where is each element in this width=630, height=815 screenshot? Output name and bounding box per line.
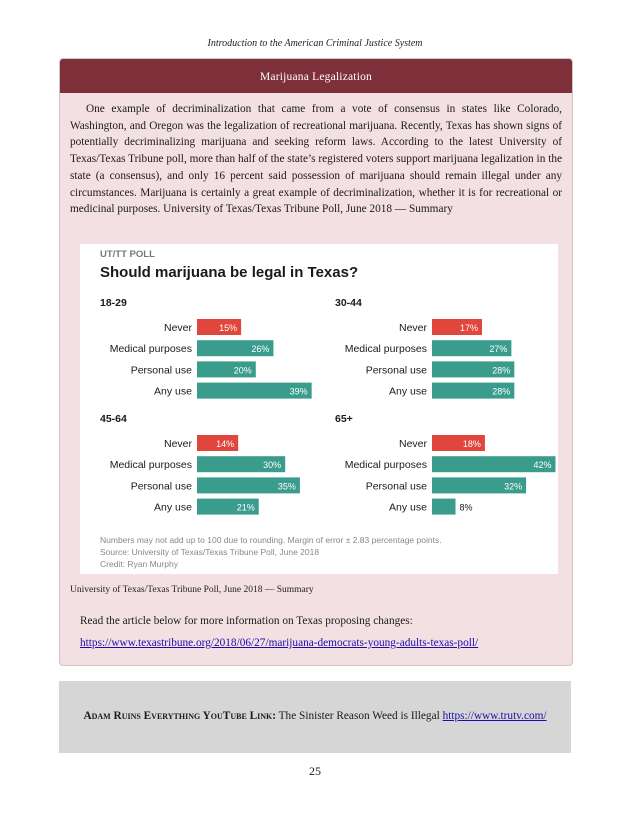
- data-label-30-44-any-use: 28%: [492, 386, 511, 397]
- chart-kicker: UT/TT POLL: [100, 249, 155, 260]
- data-label-18-29-personal-use: 20%: [233, 365, 252, 376]
- page-number: 25: [309, 764, 321, 778]
- data-label-30-44-never: 17%: [459, 323, 478, 333]
- category-label-any-use: Any use: [154, 501, 192, 514]
- data-label-30-44-personal-use: 28%: [492, 365, 511, 376]
- footer-link[interactable]: https://www.trutv.com/: [442, 710, 547, 722]
- data-label-45-64-never: 14%: [216, 439, 235, 449]
- box-paragraph: One example of decriminalization that came from a vote of consensus in states like Colorado, Washington, and Oregon was the legalization of recreational marijuana. Recently, Texas has shown signs of potentially decriminalizing marijuana and seeking reform laws. According to the latest University of Texas/Texas Tribune poll, more than half of the state’s registered voters support marijuana legalization in the state (a consensus), and only 16 percent said possession of marijuana should remain illegal under any circumstances. Marijuana is certainly a great example of decriminalization, whether it is for recreational or medicinal purposes. University of Texas/Texas Tribune Poll, June 2018 — Summary: [70, 103, 562, 216]
- footer-text: The Sinister Reason Weed is Illegal: [276, 710, 443, 722]
- category-label-never: Never: [398, 322, 427, 334]
- data-label-65-never: 18%: [462, 439, 481, 449]
- category-label-any-use: Any use: [389, 385, 427, 398]
- chart-caption: University of Texas/Texas Tribune Poll, June 2018 — Summary: [70, 585, 314, 595]
- data-label-65-any-use: 8%: [459, 502, 473, 513]
- panel-title-65: 65+: [335, 413, 353, 425]
- poll-chart: [80, 244, 558, 574]
- category-label-personal-use: Personal use: [130, 364, 192, 377]
- panel-title-45-64: 45-64: [100, 413, 127, 425]
- data-label-18-29-never: 15%: [219, 323, 238, 333]
- data-label-45-64-medical-purposes: 30%: [263, 460, 282, 471]
- category-label-medical-purposes: Medical purposes: [344, 459, 427, 472]
- category-label-personal-use: Personal use: [365, 480, 427, 493]
- box-title: Marijuana Legalization: [60, 59, 572, 93]
- running-header: Introduction to the American Criminal Justice System: [207, 38, 423, 49]
- data-label-30-44-medical-purposes: 27%: [489, 344, 508, 355]
- article-link[interactable]: https://www.texastribune.org/2018/06/27/marijuana-democrats-young-adults-texas-poll/: [80, 637, 479, 649]
- chart-note-3: Credit: Ryan Murphy: [100, 559, 178, 569]
- panel-title-18-29: 18-29: [100, 297, 127, 309]
- data-label-18-29-any-use: 39%: [289, 386, 308, 397]
- data-label-45-64-personal-use: 35%: [277, 481, 296, 492]
- marijuana-legalization-box: [59, 58, 573, 666]
- category-label-medical-purposes: Medical purposes: [344, 343, 427, 356]
- chart-note-2: Source: University of Texas/Texas Tribune Poll, June 2018: [100, 547, 320, 557]
- chart-title: Should marijuana be legal in Texas?: [100, 264, 359, 281]
- chart-note-1: Numbers may not add up to 100 due to rounding. Margin of error ± 2.83 percentage points.: [100, 535, 442, 545]
- data-label-65-personal-use: 32%: [504, 481, 523, 492]
- data-label-18-29-medical-purposes: 26%: [251, 344, 270, 355]
- category-label-medical-purposes: Medical purposes: [109, 459, 192, 472]
- footer-lead: Adam Ruins Everything YouTube Link:: [83, 710, 277, 722]
- category-label-any-use: Any use: [154, 385, 192, 398]
- data-label-45-64-any-use: 21%: [236, 502, 255, 513]
- footer-box: [59, 681, 571, 753]
- category-label-personal-use: Personal use: [130, 480, 192, 493]
- category-label-personal-use: Personal use: [365, 364, 427, 377]
- category-label-never: Never: [163, 322, 192, 334]
- category-label-medical-purposes: Medical purposes: [109, 343, 192, 356]
- bar-65-any-use: [432, 499, 456, 515]
- category-label-any-use: Any use: [389, 501, 427, 514]
- footer-line: [59, 710, 571, 722]
- category-label-never: Never: [163, 438, 192, 450]
- panel-title-30-44: 30-44: [335, 297, 362, 309]
- data-label-65-medical-purposes: 42%: [533, 460, 552, 471]
- read-more-text: Read the article below for more information on Texas proposing changes:: [80, 615, 413, 627]
- category-label-never: Never: [398, 438, 427, 450]
